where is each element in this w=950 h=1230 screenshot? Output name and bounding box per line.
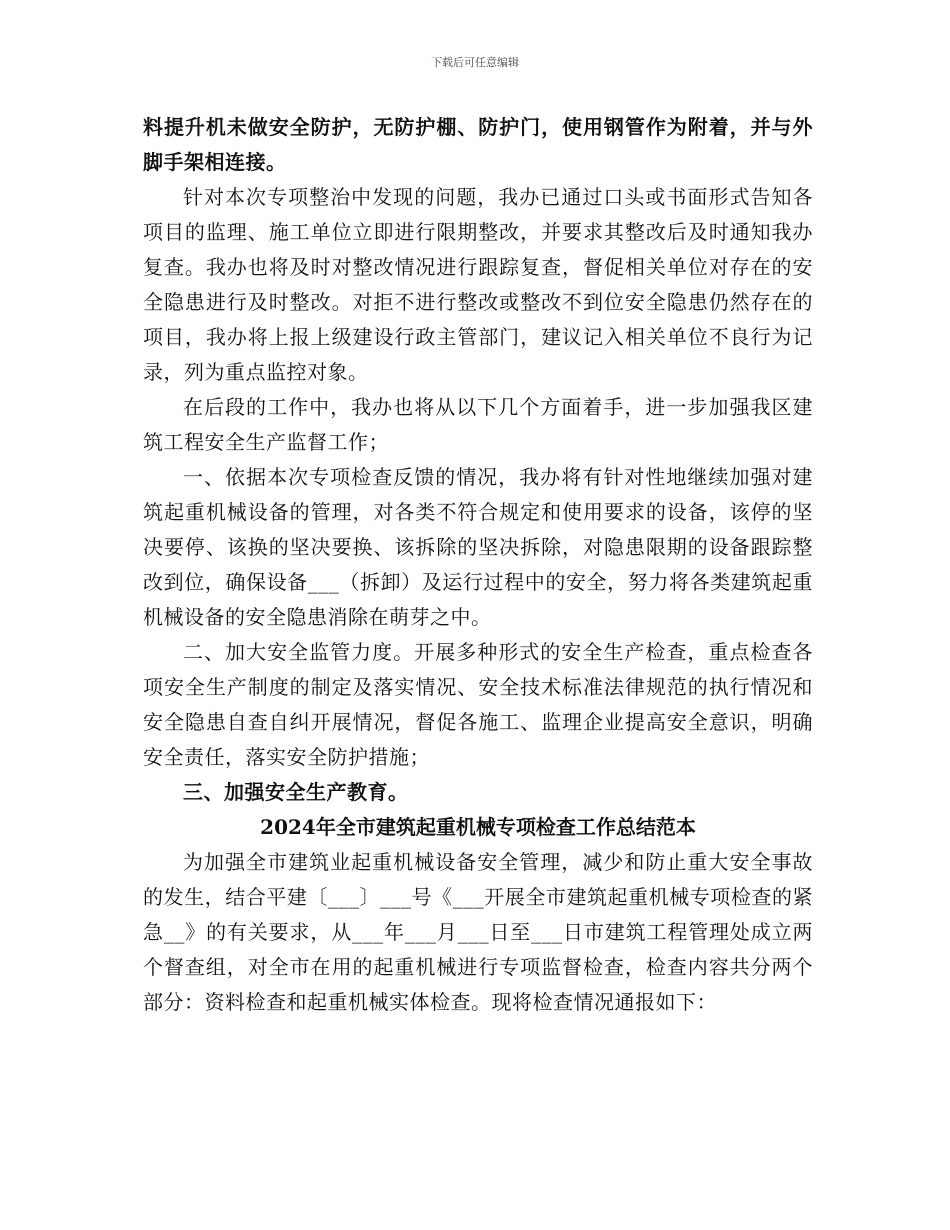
paragraph-7: 为加强全市建筑业起重机械设备安全管理，减少和防止重大安全事故的发生，结合平建〔___〕___号《___开展全市建筑起重机械专项检查的紧急__》的有关要求，从___年___月___日至___日市建筑工程管理处成立两个督查组，对全市在用的起重机械进行专项监督检查，检查内容共分两个部分：资料检查和起重机械实体检查。现将检查情况通报如下： [143,850,813,1014]
paragraph-4: 一、依据本次专项检查反馈的情况，我办将有针对性地继续加强对建筑起重机械设备的管理，对各类不符合规定和使用要求的设备，该停的坚决要停、该换的坚决要换、该拆除的坚决拆除，对隐患限期的设备跟踪整改到位，确保设备___（拆卸）及运行过程中的安全，努力将各类建筑起重机械设备的安全隐患消除在萌芽之中。 [143,465,813,629]
document-body [143,110,813,1020]
section-title: 2024年全市建筑起重机械专项检查工作总结范本 [260,815,696,839]
paragraph-3: 在后段的工作中，我办也将从以下几个方面着手，进一步加强我区建筑工程安全生产监督工作； [143,395,813,454]
paragraph-5: 二、加大安全监管力度。开展多种形式的安全生产检查，重点检查各项安全生产制度的制定及落实情况、安全技术标准法律规范的执行情况和安全隐患自查自纠开展情况，督促各施工、监理企业提高安全意识，明确安全责任，落实安全防护措施； [143,640,813,769]
page-header: 下载后可任意编辑 [431,56,519,69]
paragraph-2: 针对本次专项整治中发现的问题，我办已通过口头或书面形式告知各项目的监理、施工单位立即进行限期整改，并要求其整改后及时通知我办复查。我办也将及时对整改情况进行跟踪复查，督促相关单位对存在的安全隐患进行及时整改。对拒不进行整改或整改不到位安全隐患仍然存在的项目，我办将上报上级建设行政主管部门，建议记入相关单位不良行为记录，列为重点监控对象。 [143,185,813,384]
paragraph-1: 料提升机未做安全防护，无防护棚、防护门，使用钢管作为附着，并与外脚手架相连接。 [143,115,813,174]
paragraph-6: 三、加强安全生产教育。 [183,780,409,804]
